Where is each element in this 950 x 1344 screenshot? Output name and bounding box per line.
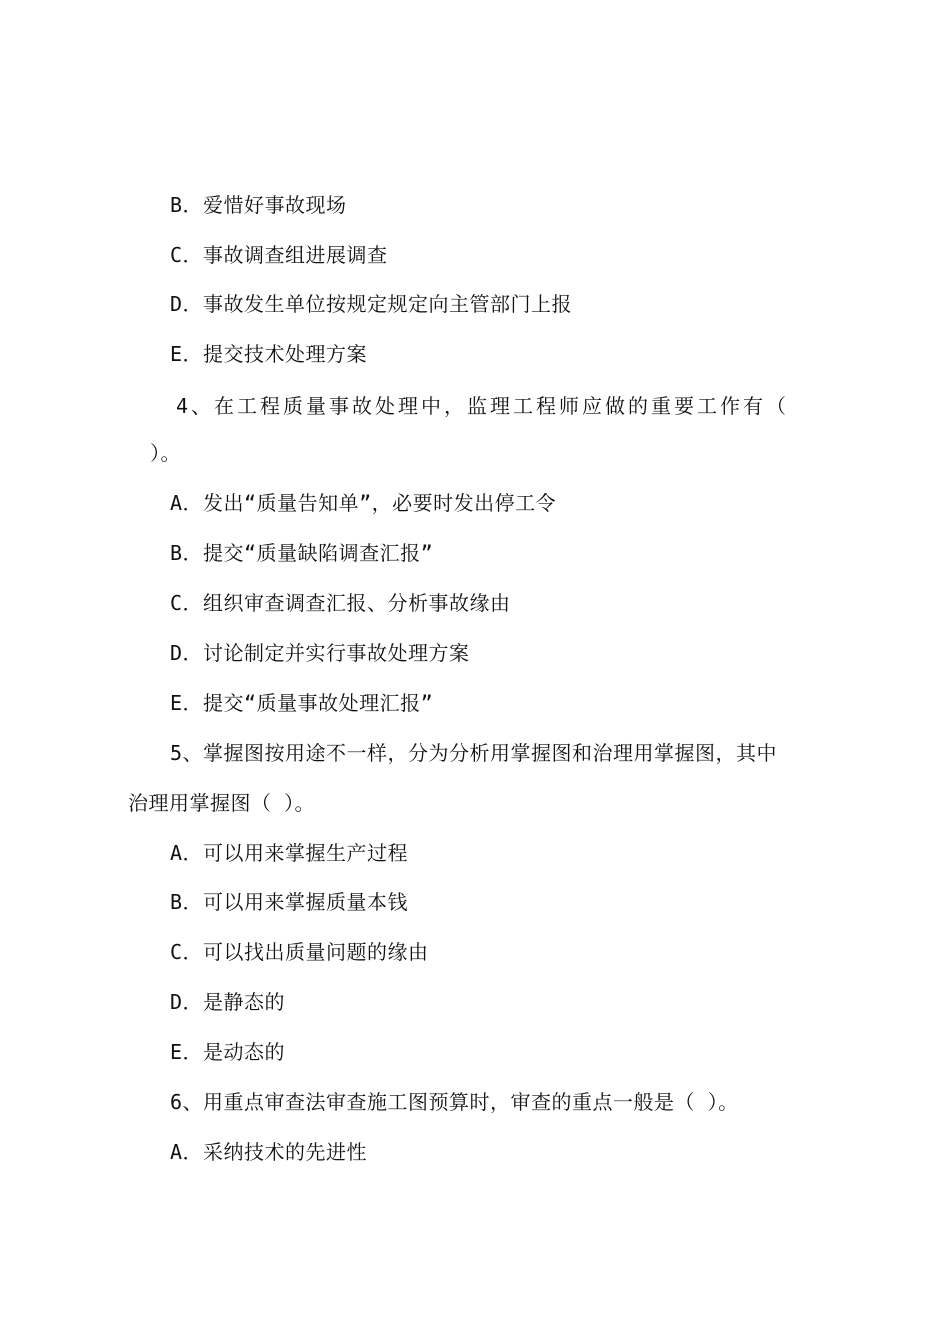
q3-option-b: B．爱惜好事故现场 xyxy=(170,193,347,217)
q5-option-e: E．是动态的 xyxy=(170,1040,286,1064)
q6-option-a: A．采纳技术的先进性 xyxy=(170,1140,368,1164)
question-5-text: 5、掌握图按用途不一样，分为分析用掌握图和治理用掌握图，其中 xyxy=(170,741,778,765)
q4-option-c: C．组织审查调查汇报、分析事故缘由 xyxy=(170,591,511,615)
question-4-text-continued: ）。 xyxy=(150,441,181,465)
q3-option-c: C．事故调查组进展调查 xyxy=(170,243,388,267)
q5-option-d: D．是静态的 xyxy=(170,990,286,1014)
question-4-text: 4、在工程质量事故处理中，监理工程师应做的重要工作有（ xyxy=(176,394,790,418)
q5-option-b: B．可以用来掌握质量本钱 xyxy=(170,890,409,914)
question-5-text-continued: 治理用掌握图（ ）。 xyxy=(128,791,316,815)
q3-option-d: D．事故发生单位按规定规定向主管部门上报 xyxy=(170,292,573,316)
q4-option-d: D．讨论制定并实行事故处理方案 xyxy=(170,641,470,665)
q3-option-e: E．提交技术处理方案 xyxy=(170,342,368,366)
question-6-text: 6、用重点审查法审查施工图预算时，审查的重点一般是（ ）。 xyxy=(170,1090,739,1114)
q5-option-c: C．可以找出质量问题的缘由 xyxy=(170,940,429,964)
q4-option-b: B．提交“质量缺陷调查汇报” xyxy=(170,541,434,565)
q5-option-a: A．可以用来掌握生产过程 xyxy=(170,841,409,865)
q4-option-e: E．提交“质量事故处理汇报” xyxy=(170,691,434,715)
q4-option-a: A．发出“质量告知单”，必要时发出停工令 xyxy=(170,491,557,515)
